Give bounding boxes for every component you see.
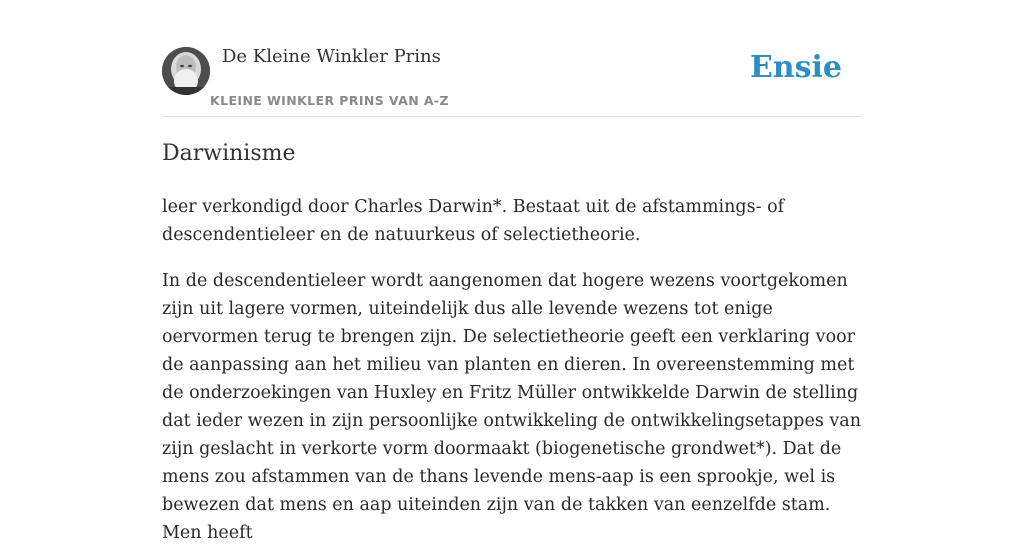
- ensie-logo-link[interactable]: Ensie: [749, 50, 842, 85]
- article-title: Darwinisme: [162, 141, 296, 166]
- article-paragraph: In de descendentieleer wordt aangenomen dat hogere wezens voortgekomen zijn uit lagere vormen, uiteindelijk dus alle levende wezens tot enige oervormen terug te brengen zijn. De selectietheorie geeft een verklaring voor de aanpassing aan het milieu van planten en dieren. In overeenstemming met de onderzoekingen van Huxley en Fritz Müller ontwikkelde Darwin de stelling dat ieder wezen in zijn persoonlijke ontwikkeling de ontwikkelingsetappes van zijn geslacht in verkorte vorm doormaakt (biogenetische grondwet*). Dat de mens zou afstammen van de thans levende mens-aap is een sprookje, wel is bewezen dat mens en aap uiteinden zijn van de takken van eenzelfde stam. Men heeft: [162, 271, 861, 543]
- source-header: [162, 0, 862, 117]
- source-subtitle[interactable]: KLEINE WINKLER PRINS VAN A-Z: [210, 93, 449, 108]
- article: [162, 138, 862, 547]
- article-paragraph: leer verkondigd door Charles Darwin*. Bestaat uit de afstammings- of descendentieleer en de natuurkeus of selectietheorie.: [162, 197, 785, 245]
- portrait-avatar-icon[interactable]: [162, 47, 210, 95]
- source-title[interactable]: De Kleine Winkler Prins: [222, 46, 441, 67]
